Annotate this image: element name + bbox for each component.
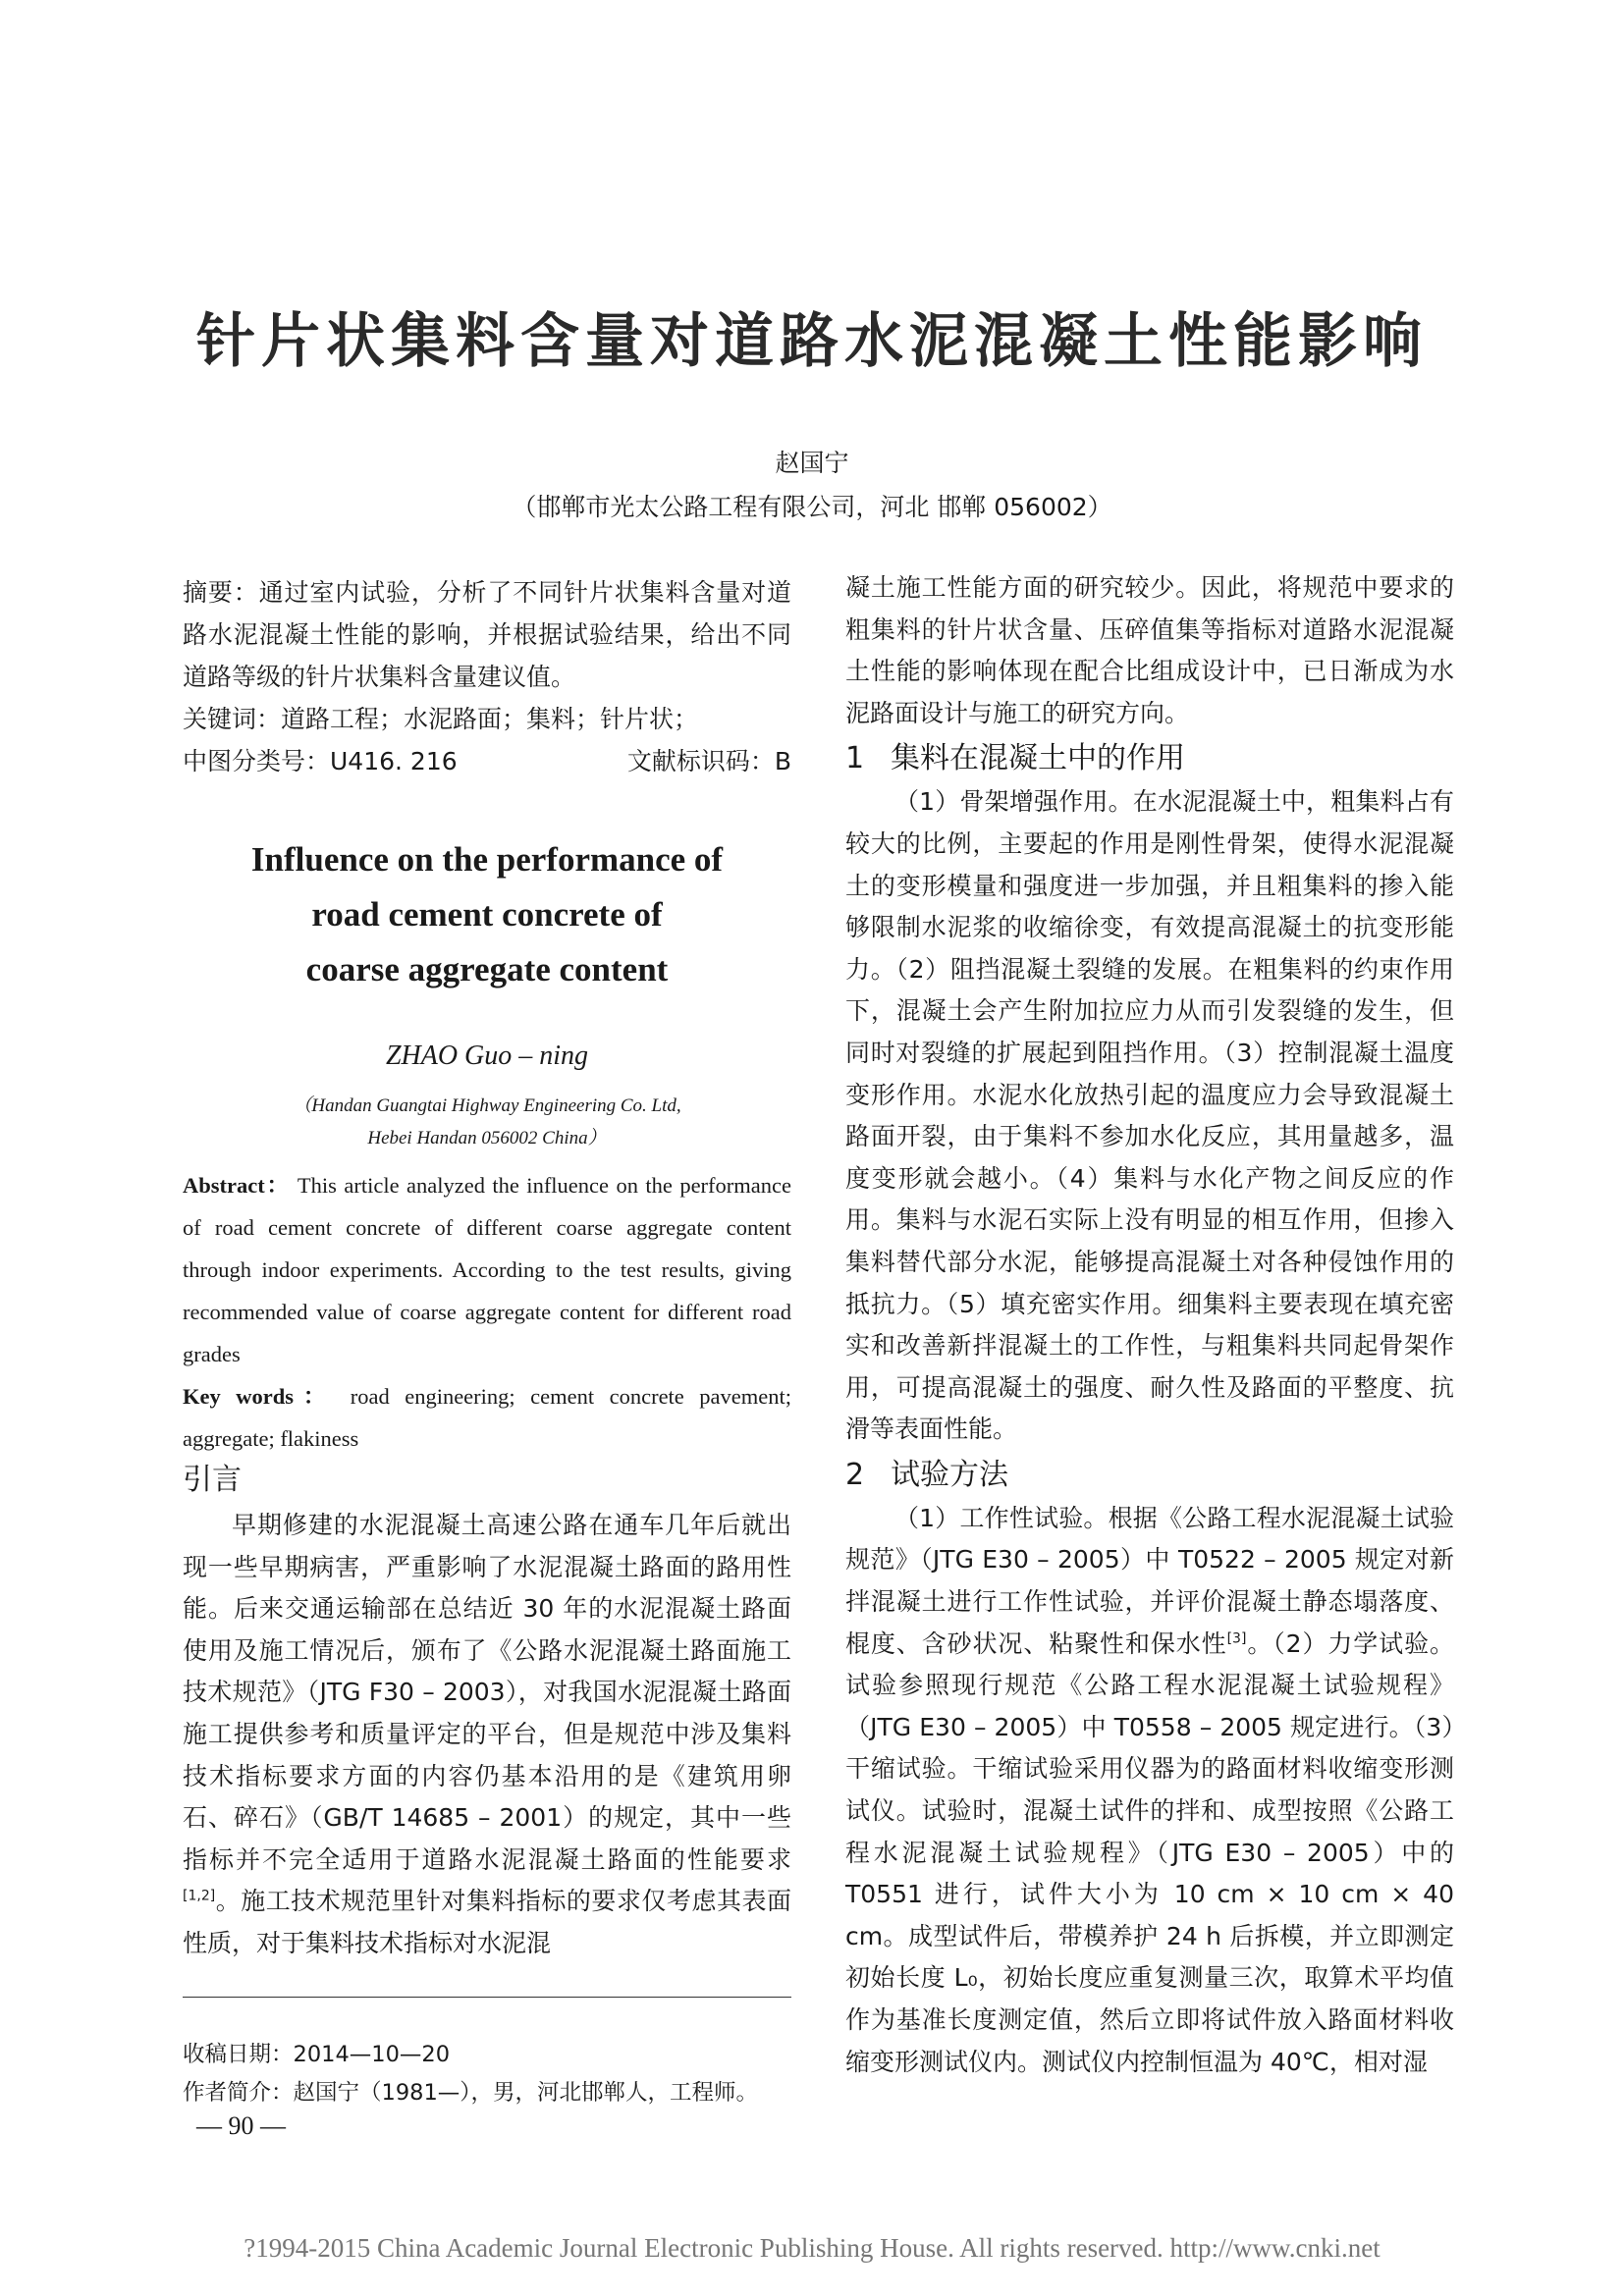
keywords-cn: 关键词：道路工程；水泥路面；集料；针片状； [183,705,699,733]
footnote [183,2036,791,2112]
abstract-label: Abstract： [183,1173,291,1198]
clc-number: 中图分类号：U416. 216 [183,747,458,775]
section-2-heading [845,1453,1454,1498]
copyright-footer: ?1994-2015 China Academic Journal Electronic Publishing House. All rights reserved. http://www.cnki.net [244,2233,1380,2263]
abstract-cn-text: 摘要：通过室内试验，分析了不同针片状集料含量对道路水泥混凝土性能的影响，并根据试验结果，给出不同道路等级的针片状集料含量建议值。 [183,578,791,691]
section-title: 集料在混凝土中的作用 [891,741,1185,776]
english-abstract [183,1164,791,1375]
citation-ref: [1,2] [183,1889,216,1905]
chinese-abstract [183,571,791,782]
intro-continued: 凝土施工性能方面的研究较少。因此，将规范中要求的粗集料的针片状含量、压碎值集等指标对道路水泥混凝土性能的影响体现在配合比组成设计中，已日渐成为水泥路面设计与施工的研究方向。 [845,573,1454,727]
footnote-divider [183,1997,791,1998]
paper-title: 针片状集料含量对道路水泥混凝土性能影响 [196,307,1428,376]
section-title: 试验方法 [891,1457,1008,1492]
page-number: — 90 — [196,2111,286,2140]
section-number: 2 [845,1457,865,1492]
classification-row [183,740,791,782]
intro-paragraph: 早期修建的水泥混凝土高速公路在通车几年后就出现一些早期病害，严重影响了水泥混凝土路面的路用性能。后来交通运输部在总结近 30 年的水泥混凝土路面使用及施工情况后，颁布了《公路水泥混凝土路面施工技术规范》（JTG F30 – 2003），对我国水泥混凝土路面施工提供参考和质量评定的平台，但是规范中涉及集料技术指标要求方面的内容仍基本沿用的是《建筑用卵石、碎石》（GB/T 14685 – 2001）的规定，其中一些指标并不完全适用于道路水泥混凝土路面的性能要求[1,2]。施工技术规范里针对集料指标的要求仅考虑其表面性质，对于集料技术指标对水泥混 [183,1511,791,1957]
keywords-label: Key words： [183,1384,336,1409]
english-affiliation-line: Hebei Handan 056002 China） [367,1128,607,1148]
section-1-paragraph: （1）骨架增强作用。在水泥混凝土中，粗集料占有较大的比例，主要起的作用是刚性骨架，使得水泥混凝土的变形模量和强度进一步加强，并且粗集料的掺入能够限制水泥浆的收缩徐变，有效提高混凝土的抗变形能力。（2）阻挡混凝土裂缝的发展。在粗集料的约束作用下，混凝土会产生附加拉应力从而引发裂缝的发生，但同时对裂缝的扩展起到阻挡作用。（3）控制混凝土温度变形作用。水泥水化放热引起的温度应力会导致混凝土路面开裂，由于集料不参加水化反应，其用量越多，温度变形就会越小。（4）集料与水化产物之间反应的作用。集料与水泥石实际上没有明显的相互作用，但掺入集料替代部分水泥，能够提高混凝土对各种侵蚀作用的抵抗力。（5）填充密实作用。细集料主要表现在填充密实和改善新拌混凝土的工作性，与粗集料共同起骨架作用，可提高混凝土的强度、耐久性及路面的平整度、抗滑等表面性能。 [845,787,1454,1444]
received-date: 收稿日期：2014—10—20 [183,2042,451,2067]
english-affiliation [183,1090,791,1154]
section-1-heading [845,736,1454,781]
intro-heading: 引言 [183,1463,242,1497]
right-column [845,567,1454,2083]
english-keywords [183,1375,791,1460]
english-author: ZHAO Guo – ning [385,1041,589,1071]
english-title [183,832,791,997]
abstract-text: This article analyzed the influence on the performance of road cement concrete of different coarse aggregate content through indoor experiments. According to the test results, giving recommended value of coarse aggregate content for different road grades [183,1173,792,1366]
section-number: 1 [845,741,865,776]
author-name: 赵国宁 [775,449,849,477]
keywords-text: road engineering; cement concrete pavement; aggregate; flakiness [183,1384,792,1451]
introduction [183,1458,791,1965]
author-bio: 作者简介：赵国宁（1981—），男，河北邯郸人，工程师。 [183,2080,759,2106]
english-title-line: coarse aggregate content [305,950,669,988]
english-title-line: road cement concrete of [311,895,663,934]
section-2-paragraph: （1）工作性试验。根据《公路工程水泥混凝土试验规范》（JTG E30 – 2005）中 T0522 – 2005 规定对新拌混凝土进行工作性试验，并评价混凝土静态塌落度、棍度、含砂状况、粘聚性和保水性[3]。（2）力学试验。试验参照现行规范《公路工程水泥混凝土试验规程》（JTG E30 – 2005）中 T0558 – 2005 规定进行。（3）干缩试验。干缩试验采用仪器为的路面材料收缩变形测试仪。试验时，混凝土试件的拌和、成型按照《公路工程水泥混凝土试验规程》（JTG E30 – 2005）中的 T0551 进行，试件大小为 10 cm × 10 cm × 40 cm。成型试件后，带模养护 24 h 后拆模，并立即测定初始长度 L₀，初始长度应重复测量三次，取算术平均值作为基准长度测定值，然后立即将试件放入路面材料收缩变形测试仪内。测试仪内控制恒温为 40℃，相对湿 [845,1503,1454,2076]
english-affiliation-line: （Handan Guangtai Highway Engineering Co. Ltd, [293,1095,681,1116]
author-affiliation: （邯郸市光太公路工程有限公司，河北 邯郸 056002） [512,493,1112,521]
citation-ref: [3] [1226,1630,1247,1647]
document-code: 文献标识码：B [626,747,791,775]
english-title-line: Influence on the performance of [250,840,724,879]
